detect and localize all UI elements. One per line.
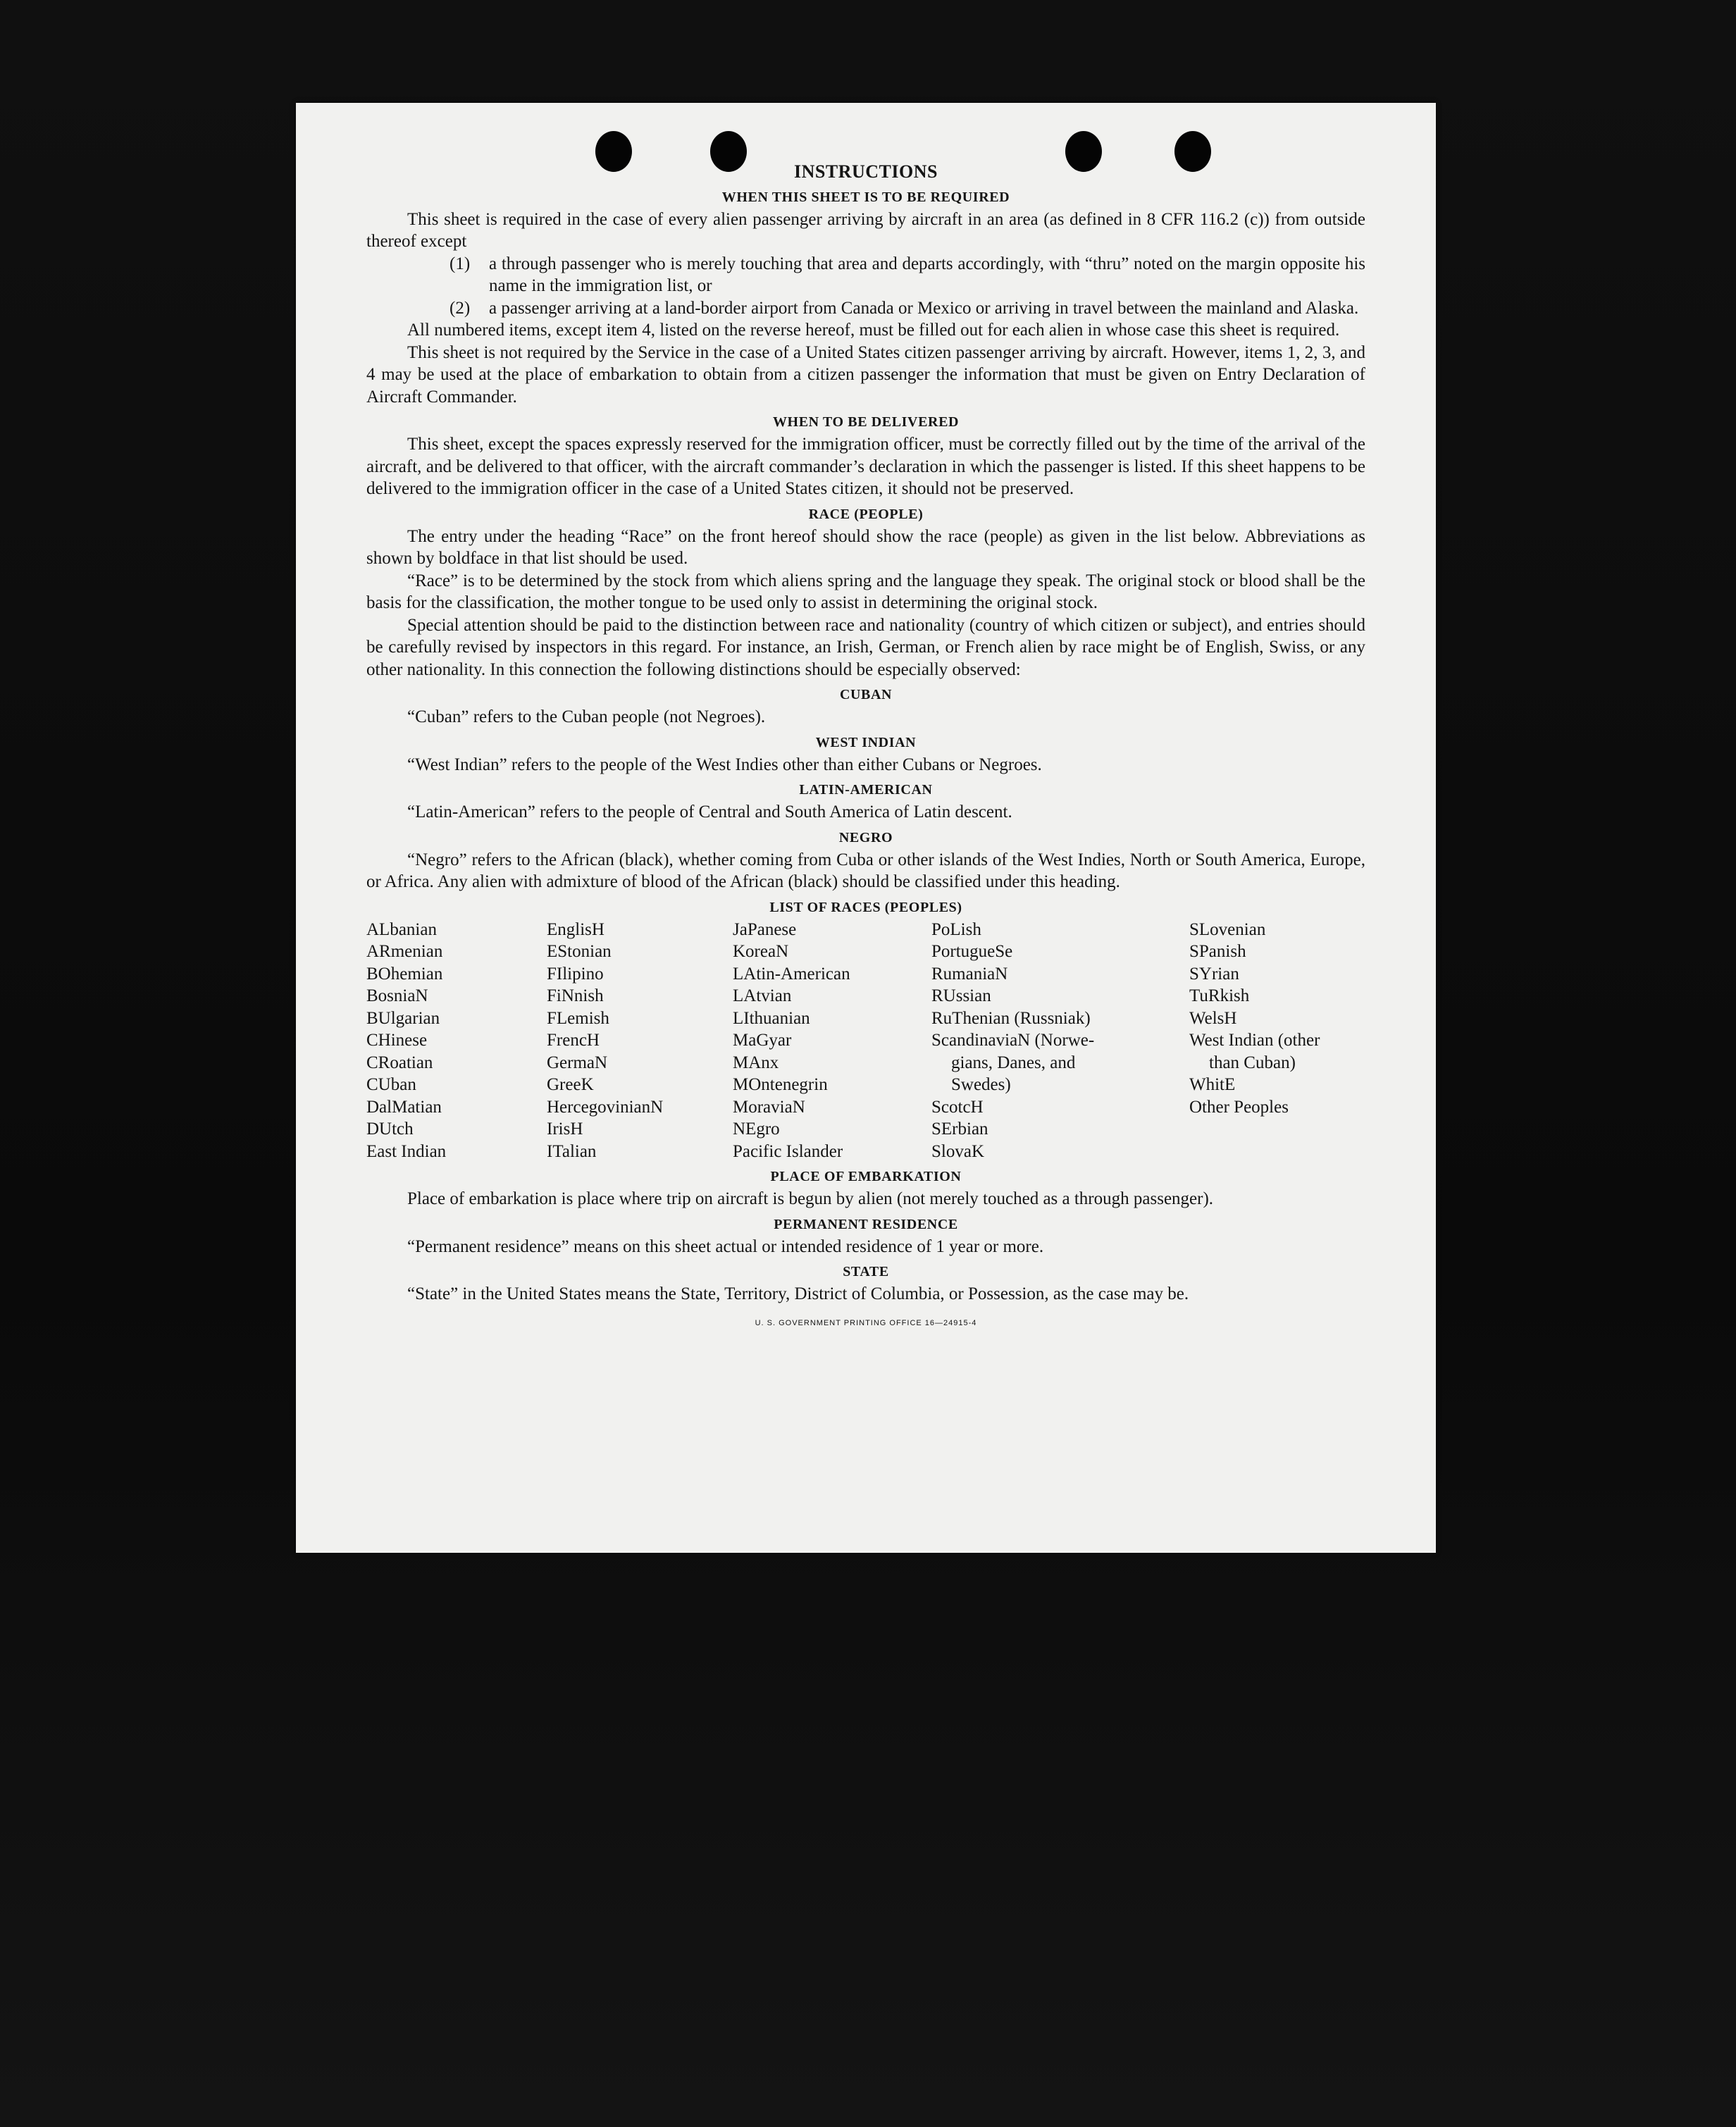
race-entry: JaPanese: [733, 919, 797, 939]
instruction-sheet: [296, 103, 1436, 1553]
race-entry: RumaniaN: [931, 964, 1008, 984]
race-entry: BOhemian: [366, 964, 443, 984]
race-entry-continued: Swedes): [951, 1075, 1011, 1094]
race-entry: MaGyar: [733, 1031, 792, 1050]
section-heading-when-delivered: WHEN TO BE DELIVERED: [772, 414, 960, 430]
section-heading-latin-american: LATIN-AMERICAN: [799, 782, 933, 798]
race-entry: SErbian: [931, 1120, 988, 1139]
race-entry: GermaN: [547, 1053, 608, 1072]
item-text: a through passenger who is merely touching that area and departs accordingly, with “thru” noted on the margin opposite his name in the immigration list, or: [489, 254, 1365, 295]
races-column: [931, 919, 1189, 1163]
paragraph: All numbered items, except item 4, listed on the reverse hereof, must be filled out for each alien in whose case this sheet is required.: [407, 321, 1340, 340]
section-heading-embarkation: PLACE OF EMBARKATION: [770, 1169, 962, 1184]
item-text: a passenger arriving at a land-border airport from Canada or Mexico or arriving in travel between the mainland and Alaska.: [489, 298, 1359, 318]
race-entry: BUlgarian: [366, 1008, 440, 1028]
race-entry: WelsH: [1189, 1008, 1237, 1028]
race-entry-continued: than Cuban): [1209, 1053, 1296, 1072]
section-heading-when-required: WHEN THIS SHEET IS TO BE REQUIRED: [721, 189, 1010, 205]
paragraph: “Latin-American” refers to the people of Central and South America of Latin descent.: [407, 802, 1012, 821]
race-entry: CUban: [366, 1075, 416, 1094]
paragraph: Place of embarkation is place where trip on aircraft is begun by alien (not merely touched as a through passenger).: [407, 1189, 1214, 1208]
paragraph: The entry under the heading “Race” on the front hereof should show the race (people) as given in the list below. Abbreviations as shown by boldface in that list should be used.: [366, 526, 1365, 568]
race-entry: MoraviaN: [733, 1097, 805, 1117]
paragraph: “Race” is to be determined by the stock from which aliens spring and the language they speak. The original stock or blood shall be the basis for the classification, the mother tongue to be used only to assist in determining the original stock.: [366, 571, 1365, 612]
race-entry: CHinese: [366, 1031, 428, 1050]
section-heading-negro: NEGRO: [838, 829, 893, 845]
exception-item: [450, 297, 1365, 320]
paragraph: “West Indian” refers to the people of the West Indies other than either Cubans or Negroes.: [407, 755, 1042, 774]
race-entry: ScotcH: [931, 1097, 984, 1117]
section-heading-state: STATE: [843, 1264, 889, 1279]
race-entry: ARmenian: [366, 942, 443, 961]
race-entry: EStonian: [547, 942, 612, 961]
race-entry: PoLish: [931, 919, 981, 939]
race-entry: East Indian: [366, 1141, 447, 1161]
page-title: INSTRUCTIONS: [794, 161, 938, 182]
exception-item: [450, 253, 1365, 297]
race-entry: ScandinaviaN (Norwe-: [931, 1031, 1095, 1050]
paragraph: “State” in the United States means the State, Territory, District of Columbia, or Possession, as the case may be.: [407, 1284, 1189, 1303]
paragraph: This sheet, except the spaces expressly reserved for the immigration officer, must be correctly filled out by the time of the arrival of the aircraft, and be delivered to that officer, with the aircraft commander’s declaration in which the passenger is listed. If this sheet happens to be delivered to the immigration officer in the case of a United States citizen, it should not be preserved.: [366, 435, 1365, 498]
race-entry-continued: gians, Danes, and: [951, 1053, 1076, 1072]
race-entry: TuRkish: [1189, 986, 1250, 1005]
printer-imprint: U. S. GOVERNMENT PRINTING OFFICE 16—24915-4: [755, 1318, 977, 1327]
item-number: (2): [450, 298, 471, 318]
section-heading-west-indian: WEST INDIAN: [815, 734, 917, 750]
race-entry: FIlipino: [547, 964, 604, 984]
races-column: [366, 919, 547, 1163]
race-entry: NEgro: [733, 1120, 780, 1139]
race-entry: DUtch: [366, 1120, 414, 1139]
race-entry: Other Peoples: [1189, 1097, 1289, 1117]
paragraph: “Cuban” refers to the Cuban people (not Negroes).: [407, 707, 766, 726]
section-heading-cuban: CUBAN: [839, 687, 893, 702]
race-entry: HercegovinianN: [547, 1097, 664, 1117]
paragraph: “Permanent residence” means on this sheet actual or intended residence of 1 year or more.: [407, 1236, 1044, 1256]
paragraph: This sheet is required in the case of every alien passenger arriving by aircraft in an area (as defined in 8 CFR 116.2 (c)) from outside thereof except: [366, 209, 1365, 251]
race-entry: DalMatian: [366, 1097, 442, 1117]
section-heading-list-of-races: LIST OF RACES (PEOPLES): [769, 899, 962, 915]
race-entry: LAtvian: [733, 986, 792, 1005]
races-list: [366, 919, 1365, 1163]
races-column: [733, 919, 931, 1163]
race-entry: LIthuanian: [733, 1008, 810, 1028]
section-heading-residence: PERMANENT RESIDENCE: [774, 1216, 958, 1232]
race-entry: SLovenian: [1189, 919, 1266, 939]
instructions-body: [366, 161, 1365, 1334]
paragraph: Special attention should be paid to the distinction between race and nationality (country of which citizen or subject), and entries should be carefully revised by inspectors in this regard. For instance, an Irish, German, or French alien by race might be of English, Swiss, or any other nationality. In this connection the following distinctions should be especially observed:: [366, 615, 1365, 679]
race-entry: WhitE: [1189, 1075, 1236, 1094]
item-number: (1): [450, 254, 471, 273]
race-entry: RUssian: [931, 986, 991, 1005]
race-entry: ITalian: [547, 1141, 597, 1161]
race-entry: SYrian: [1189, 964, 1239, 984]
race-entry: BosniaN: [366, 986, 428, 1005]
race-entry: MOntenegrin: [733, 1075, 828, 1094]
race-entry: MAnx: [733, 1053, 779, 1072]
race-entry: IrisH: [547, 1120, 583, 1139]
races-column: [1189, 919, 1365, 1163]
race-entry: CRoatian: [366, 1053, 433, 1072]
race-entry: Pacific Islander: [733, 1141, 843, 1161]
race-entry: SPanish: [1189, 942, 1246, 961]
race-entry: LAtin-American: [733, 964, 850, 984]
race-entry: EnglisH: [547, 919, 604, 939]
race-entry: FLemish: [547, 1008, 609, 1028]
paragraph: This sheet is not required by the Service in the case of a United States citizen passenger arriving by aircraft. However, items 1, 2, 3, and 4 may be used at the place of embarkation to obtain from a citizen passenger the information that must be given on Entry Declaration of Aircraft Commander.: [366, 342, 1365, 407]
paragraph: “Negro” refers to the African (black), whether coming from Cuba or other islands of the West Indies, North or South America, Europe, or Africa. Any alien with admixture of blood of the African (black) should be classified under this heading.: [366, 850, 1365, 891]
race-entry: RuThenian (Russniak): [931, 1008, 1091, 1028]
race-entry: ALbanian: [366, 919, 437, 939]
race-entry: PortugueSe: [931, 942, 1013, 961]
section-heading-race: RACE (PEOPLE): [808, 506, 924, 522]
race-entry: GreeK: [547, 1075, 594, 1094]
race-entry: FrencH: [547, 1031, 600, 1050]
races-column: [547, 919, 733, 1163]
race-entry: FiNnish: [547, 986, 604, 1005]
race-entry: West Indian (other: [1189, 1031, 1320, 1050]
race-entry: SlovaK: [931, 1141, 984, 1161]
race-entry: KoreaN: [733, 942, 789, 961]
